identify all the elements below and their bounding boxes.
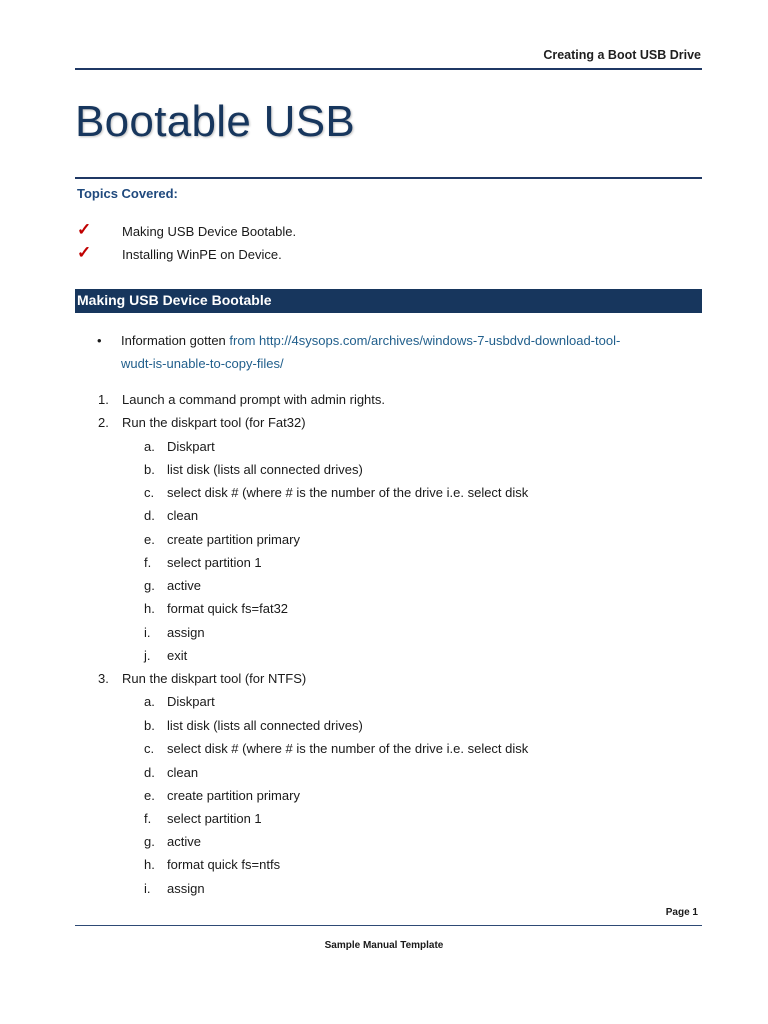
substep-text: select disk # (where # is the number of the drive i.e. select disk xyxy=(167,485,529,500)
footer-text: Sample Manual Template xyxy=(324,940,444,951)
substep-item xyxy=(144,694,215,709)
substep-text: active xyxy=(167,834,201,849)
substep-text: list disk (lists all connected drives) xyxy=(167,462,363,477)
substep-item xyxy=(144,648,187,663)
substep-text: Diskpart xyxy=(167,439,215,454)
substep-item xyxy=(144,834,201,849)
substep-letter: e. xyxy=(144,532,155,547)
step-number: 2. xyxy=(98,415,109,430)
step-item xyxy=(98,392,385,407)
substep-text: list disk (lists all connected drives) xyxy=(167,718,363,733)
step-text: Run the diskpart tool (for Fat32) xyxy=(122,415,306,430)
step-number: 3. xyxy=(98,671,109,686)
section-heading: Making USB Device Bootable xyxy=(77,292,272,308)
substep-letter: g. xyxy=(144,834,155,849)
document-title: Bootable USB xyxy=(75,97,355,146)
substep-item xyxy=(144,601,288,616)
substep-text: create partition primary xyxy=(167,788,300,803)
topic-text: Installing WinPE on Device. xyxy=(122,247,282,262)
source-link[interactable]: from http://4sysops.com/archives/windows-7-usbdvd-download-tool-wudt-is-unable-to-copy-files/ xyxy=(121,333,621,371)
substep-item xyxy=(144,462,363,477)
bullet-icon: • xyxy=(97,333,102,348)
step-text: Run the diskpart tool (for NTFS) xyxy=(122,671,307,686)
substep-text: format quick fs=fat32 xyxy=(167,601,289,616)
substep-letter: d. xyxy=(144,765,155,780)
substep-letter: i. xyxy=(144,881,151,896)
header-title: Creating a Boot USB Drive xyxy=(543,48,701,62)
substep-letter: e. xyxy=(144,788,155,803)
step-number: 1. xyxy=(98,392,109,407)
substep-item xyxy=(144,718,363,733)
substep-letter: d. xyxy=(144,508,155,523)
substep-item xyxy=(144,741,528,756)
substep-text: create partition primary xyxy=(167,532,300,547)
substep-text: select partition 1 xyxy=(167,811,262,826)
substep-letter: f. xyxy=(144,811,152,826)
topic-text: Making USB Device Bootable. xyxy=(122,224,297,239)
substep-item xyxy=(144,881,205,896)
footer-rule xyxy=(75,925,702,926)
substep-letter: b. xyxy=(144,718,155,733)
substep-item xyxy=(144,788,300,803)
substep-item xyxy=(144,508,198,523)
step-item xyxy=(98,671,306,686)
substep-item xyxy=(144,485,528,500)
step-item xyxy=(98,415,306,430)
substep-text: select partition 1 xyxy=(167,555,262,570)
substep-item xyxy=(144,857,280,872)
info-bullet xyxy=(97,329,637,375)
substep-item xyxy=(144,439,215,454)
title-rule xyxy=(75,177,702,179)
substep-letter: i. xyxy=(144,625,151,640)
checkmark-icon: ✓ xyxy=(77,220,92,239)
step-text: Launch a command prompt with admin rights. xyxy=(122,392,386,407)
section-heading-bar xyxy=(75,289,702,313)
checkmark-icon: ✓ xyxy=(77,243,92,262)
substep-item xyxy=(144,578,201,593)
substep-text: clean xyxy=(167,765,199,780)
substep-text: active xyxy=(167,578,201,593)
substep-letter: b. xyxy=(144,462,155,477)
substep-letter: a. xyxy=(144,694,155,709)
substep-item xyxy=(144,532,300,547)
substep-letter: h. xyxy=(144,857,155,872)
substep-letter: f. xyxy=(144,555,152,570)
substep-letter: g. xyxy=(144,578,155,593)
substep-letter: c. xyxy=(144,741,155,756)
substep-text: exit xyxy=(167,648,188,663)
substep-item xyxy=(144,765,198,780)
substep-text: select disk # (where # is the number of the drive i.e. select disk xyxy=(167,741,529,756)
substep-letter: a. xyxy=(144,439,155,454)
substep-item xyxy=(144,811,262,826)
info-lead-text: Information gotten xyxy=(121,333,230,348)
substep-letter: h. xyxy=(144,601,155,616)
substep-text: format quick fs=ntfs xyxy=(167,857,281,872)
substep-text: assign xyxy=(167,625,205,640)
topics-heading: Topics Covered: xyxy=(77,186,178,201)
substep-text: Diskpart xyxy=(167,694,215,709)
substep-text: clean xyxy=(167,508,199,523)
page-number: Page 1 xyxy=(665,907,698,918)
header-rule xyxy=(75,68,702,70)
substep-item xyxy=(144,555,262,570)
substep-item xyxy=(144,625,205,640)
substep-text: assign xyxy=(167,881,205,896)
substep-letter: c. xyxy=(144,485,155,500)
substep-letter: j. xyxy=(144,648,151,663)
